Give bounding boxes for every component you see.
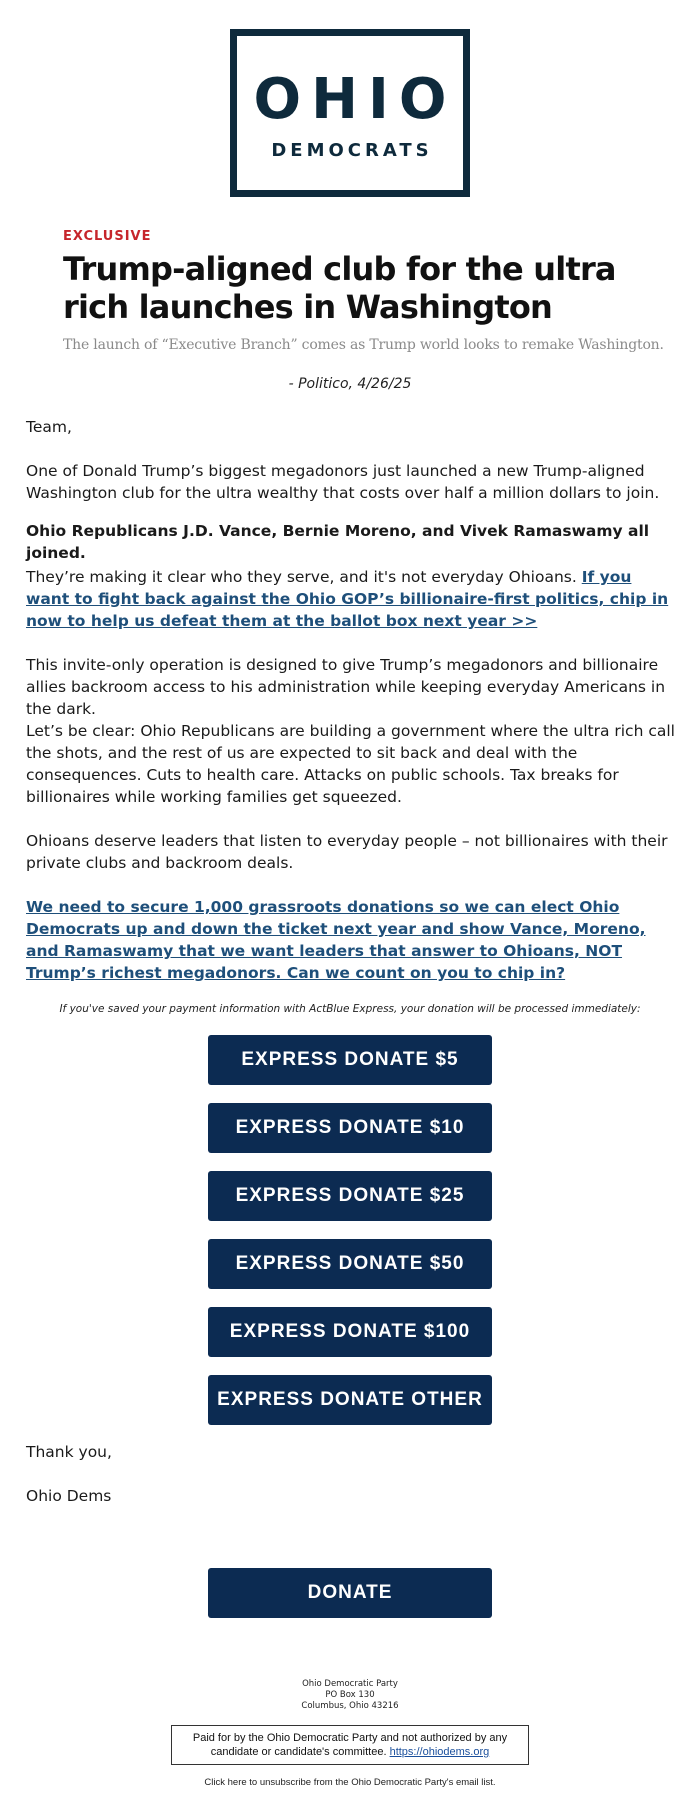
logo-main-text: OHIO xyxy=(253,67,457,132)
paragraph-4: This invite-only operation is designed to give Trump’s megadonors and billionaire allies backroom access to his administration while keeping everyday Americans in the dark. xyxy=(26,656,666,718)
express-note: If you've saved your payment information with ActBlue Express, your donation will be processed immediately: xyxy=(59,1003,641,1015)
paragraph-5: Let’s be clear: Ohio Republicans are building a government where the ultra rich call the shots, and the rest of us are expected to sit back and deal with the consequences. Cuts to health care. Attacks on public schools. Tax breaks for billionaires while working families get squeezed. xyxy=(26,722,675,806)
paragraph-3 xyxy=(26,566,676,632)
article-dek: The launch of “Executive Branch” comes as Trump world looks to remake Washington. xyxy=(63,337,664,353)
disclaimer-text: Paid for by the Ohio Democratic Party and not authorized by any candidate or candidate's committee. xyxy=(192,1732,508,1758)
ohiodems-website-link[interactable]: https://ohiodems.org xyxy=(389,1746,490,1758)
ohio-democrats-logo[interactable] xyxy=(230,29,470,197)
grassroots-donation-link[interactable]: We need to secure 1,000 grassroots donations so we can elect Ohio Democrats up and down the ticket next year and show Vance, Moreno, and Ramaswamy that we want leaders that answer to Ohioans, NOT Trump’s richest megadonors. Can we count on you to chip in? xyxy=(26,898,646,982)
express-donate-other-button[interactable]: EXPRESS DONATE OTHER xyxy=(208,1375,492,1425)
signature: Ohio Dems xyxy=(26,1487,112,1505)
express-donate-10-button[interactable]: EXPRESS DONATE $10 xyxy=(208,1103,492,1153)
unsubscribe-link[interactable]: Click here to unsubscribe from the Ohio Democratic Party's email list. xyxy=(204,1777,496,1788)
express-donate-5-button[interactable]: EXPRESS DONATE $5 xyxy=(208,1035,492,1085)
donate-button[interactable]: DONATE xyxy=(208,1568,492,1618)
express-donate-25-button[interactable]: EXPRESS DONATE $25 xyxy=(208,1171,492,1221)
signoff: Thank you, xyxy=(26,1443,112,1461)
footer-po-box: PO Box 130 xyxy=(325,1690,375,1700)
paragraph-3-text: They’re making it clear who they serve, and it's not everyday Ohioans. xyxy=(26,568,577,586)
express-donate-100-button[interactable]: EXPRESS DONATE $100 xyxy=(208,1307,492,1357)
greeting: Team, xyxy=(26,418,72,436)
logo-sub-text: DEMOCRATS xyxy=(271,140,433,161)
fight-back-link[interactable]: If you want to fight back against the Ohio GOP’s billionaire-first politics, chip in now to help us defeat them at the ballot box next year >> xyxy=(26,568,669,630)
footer-org: Ohio Democratic Party xyxy=(302,1679,398,1689)
express-donate-50-button[interactable]: EXPRESS DONATE $50 xyxy=(208,1239,492,1289)
footer-address xyxy=(0,1679,700,1712)
paragraph-1: One of Donald Trump’s biggest megadonors just launched a new Trump-aligned Washington club for the ultra wealthy that costs over half a million dollars to join. xyxy=(26,462,660,502)
footer-city: Columbus, Ohio 43216 xyxy=(301,1701,399,1711)
article-source: - Politico, 4/26/25 xyxy=(288,376,412,392)
paragraph-6: Ohioans deserve leaders that listen to everyday people – not billionaires with their private clubs and backroom deals. xyxy=(26,832,668,872)
paid-for-disclaimer xyxy=(171,1725,529,1765)
article-kicker: EXCLUSIVE xyxy=(63,229,152,244)
article-headline: Trump-aligned club for the ultra rich launches in Washington xyxy=(63,250,616,326)
paragraph-2: Ohio Republicans J.D. Vance, Bernie Moreno, and Vivek Ramaswamy all joined. xyxy=(26,522,650,562)
